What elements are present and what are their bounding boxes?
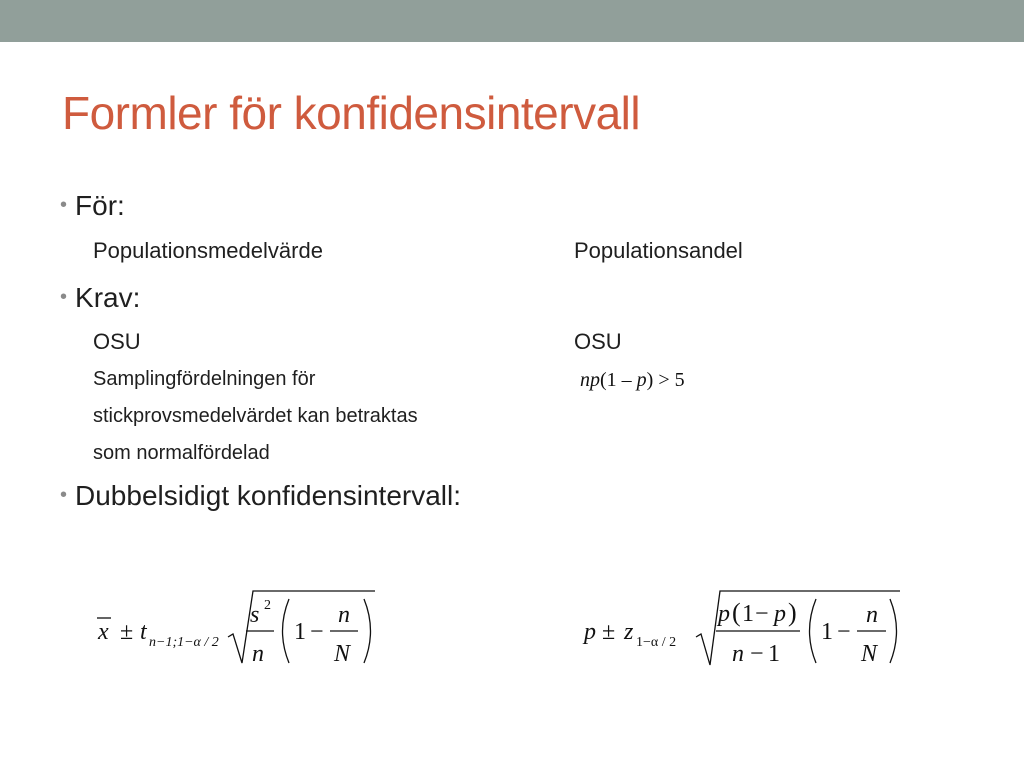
slide-title: Formler för konfidensintervall [62, 87, 641, 139]
formula-one-num: 1 [742, 601, 754, 627]
formula-n-num: n [338, 602, 350, 628]
krav-line-1: Samplingfördelningen för [93, 368, 316, 390]
bullet-label: Krav: [75, 282, 141, 313]
krav-right-osu: OSU [574, 329, 622, 354]
left-paren [283, 599, 290, 663]
formula-z-sub: 1−α / 2 [636, 635, 677, 650]
formula-minus: − [837, 619, 851, 645]
open-paren: ( [732, 598, 741, 627]
krav-line-3: som normalfördelad [93, 442, 270, 464]
formula-n-den: n [732, 641, 744, 667]
formula-n-den: n [252, 641, 264, 667]
formula-minus-den: − [750, 641, 764, 667]
bullet-for [60, 190, 125, 222]
formula-p: p [584, 619, 596, 645]
formula-minus: − [310, 619, 324, 645]
bullet-label: För: [75, 190, 125, 221]
formula-t: t [140, 619, 147, 645]
bullet-krav [60, 282, 140, 314]
bullet-dubbelsidigt [60, 480, 461, 512]
formula-n-num: n [866, 602, 878, 628]
for-left-label: Populationsmedelvärde [93, 238, 323, 263]
formula-p-num2: p [774, 601, 786, 627]
formula-x: x [98, 619, 109, 645]
bullet-dot-icon: • [60, 483, 68, 506]
krav-line-2: stickprovsmedelvärdet kan betraktas [93, 405, 418, 427]
right-paren [890, 599, 897, 663]
formula-pm: ± [120, 619, 134, 645]
top-bar [0, 0, 1024, 42]
bullet-label: Dubbelsidigt konfidensintervall: [75, 480, 462, 511]
formula-one: 1 [294, 619, 306, 645]
proportion-confidence-formula [578, 585, 908, 675]
formula-minus-num: − [755, 601, 769, 627]
formula-one: 1 [821, 619, 833, 645]
left-paren [810, 599, 817, 663]
formula-one-den: 1 [768, 641, 780, 667]
bullet-dot-icon: • [60, 193, 68, 216]
formula-s-exp: 2 [264, 598, 271, 613]
for-right-label: Populationsandel [574, 238, 743, 263]
right-paren [364, 599, 371, 663]
formula-p-num: p [718, 601, 730, 627]
sample-size-condition: np(1 – p) > 5 [580, 369, 685, 391]
mean-confidence-formula [90, 585, 390, 675]
close-paren: ) [788, 598, 797, 627]
formula-z: z [624, 619, 634, 645]
formula-t-sub: n−1;1−α / 2 [149, 635, 219, 650]
formula-pm: ± [602, 619, 616, 645]
formula-N: N [861, 641, 878, 667]
formula-N: N [334, 641, 351, 667]
bullet-dot-icon: • [60, 285, 68, 308]
formula-s: s [250, 602, 260, 628]
krav-left-osu: OSU [93, 329, 141, 354]
